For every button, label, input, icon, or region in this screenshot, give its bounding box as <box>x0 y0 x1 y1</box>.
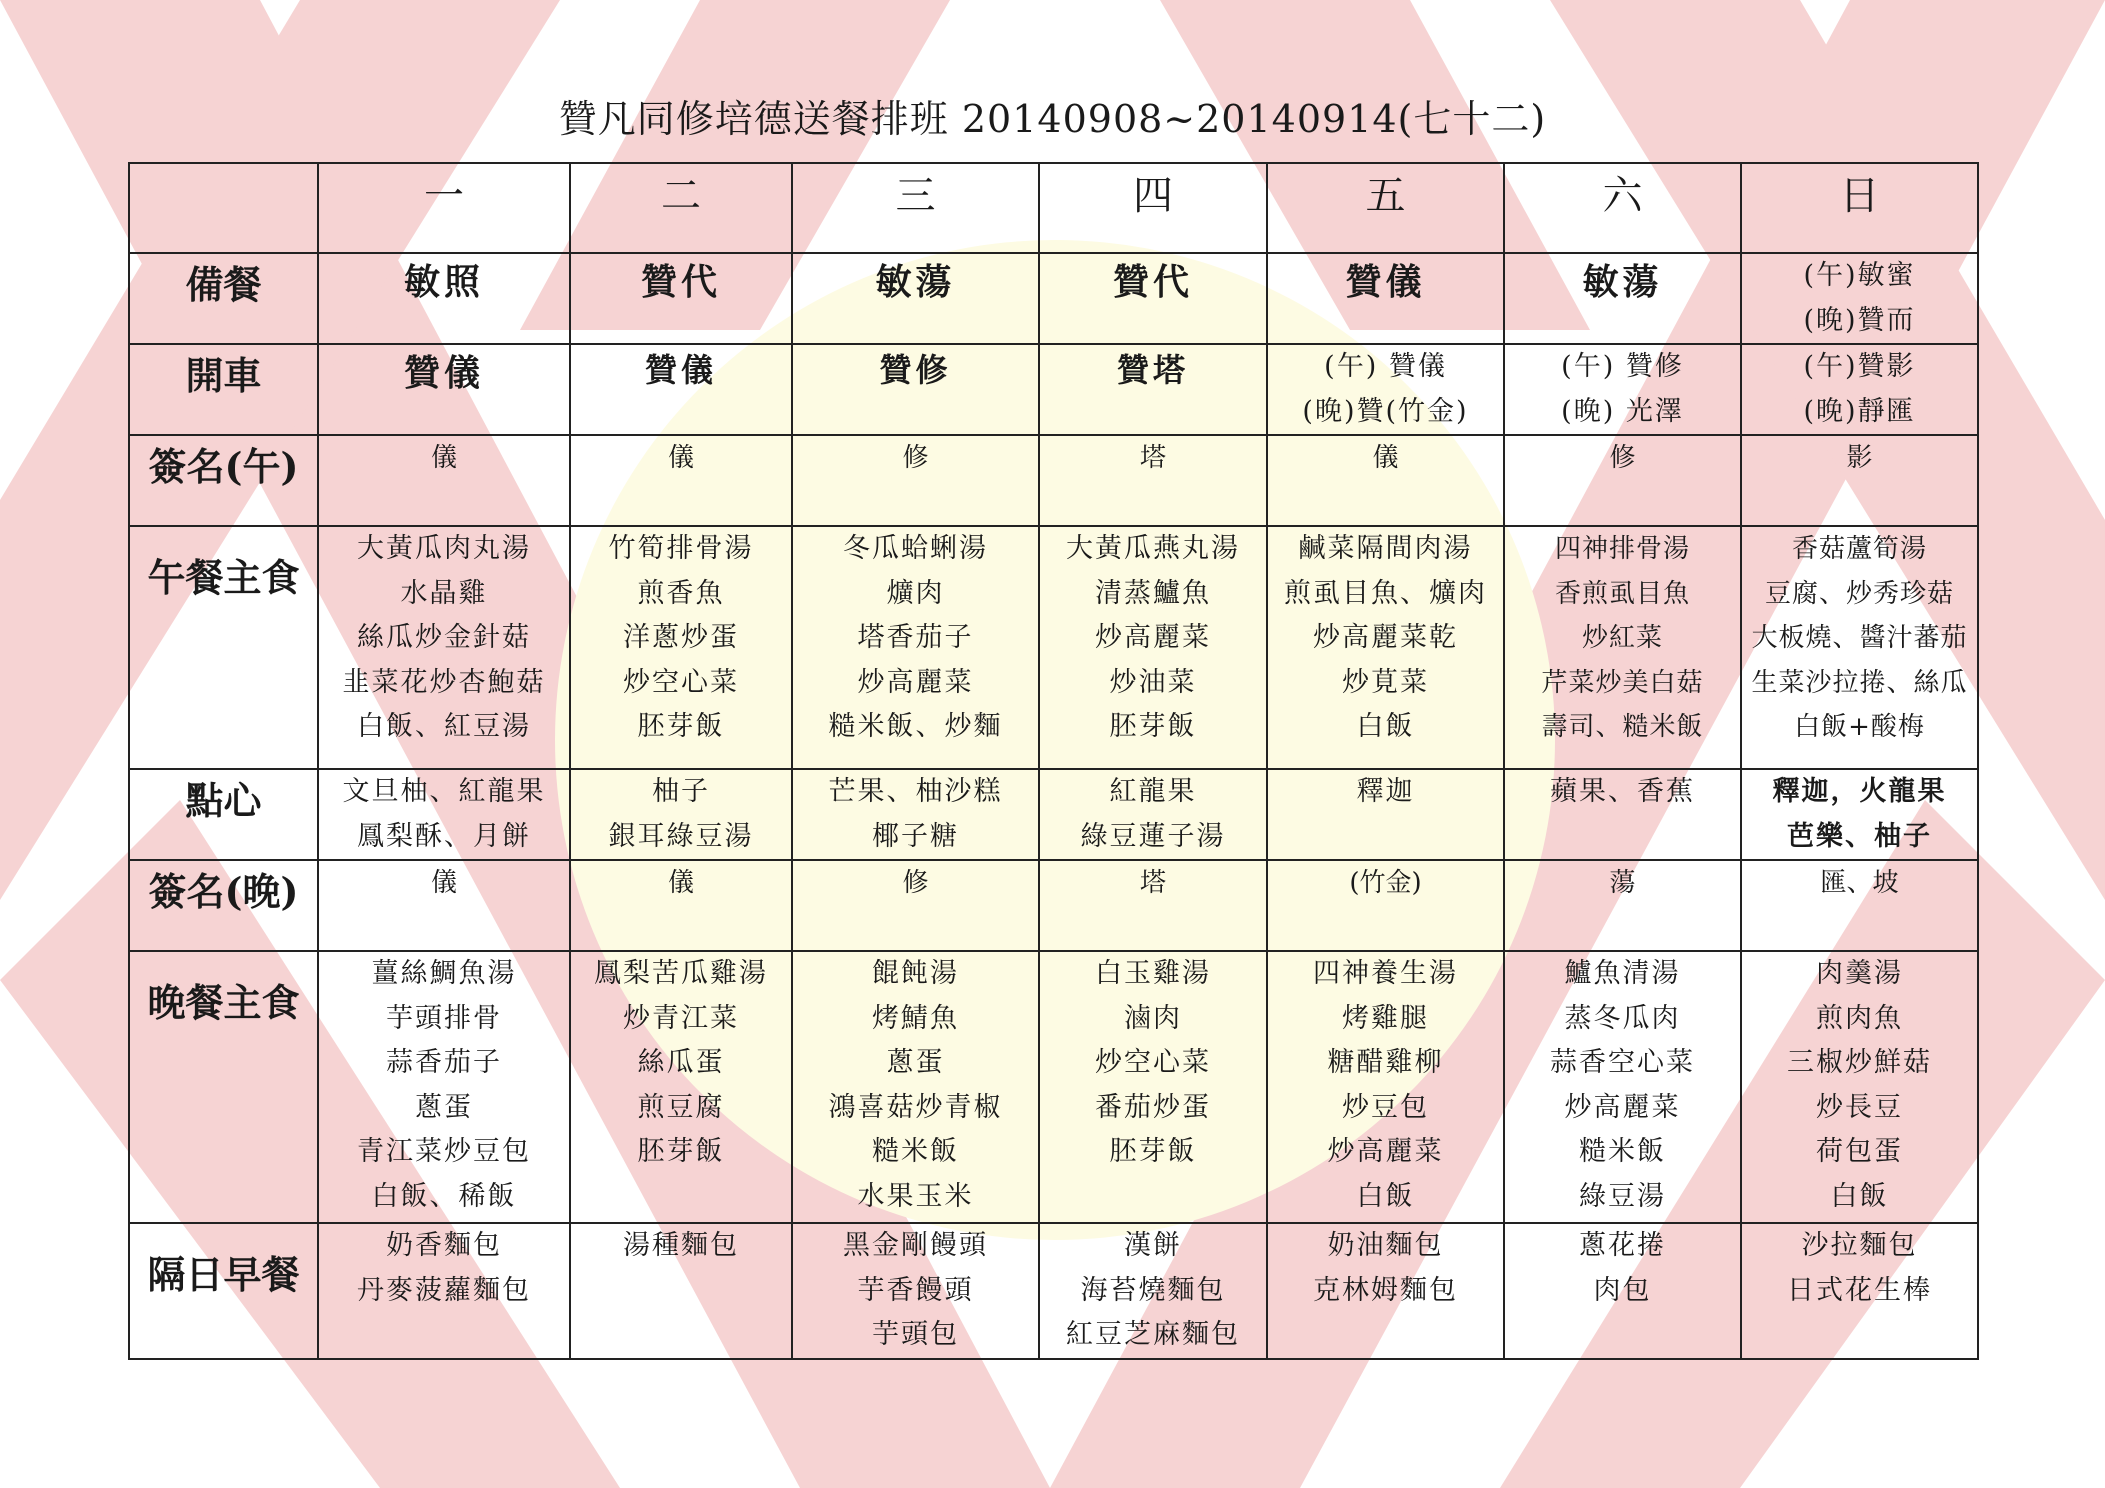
lunch-dish: 韭菜花炒杏鮑菇 <box>342 666 546 698</box>
drive-line: (晚) 光澤 <box>1561 395 1684 427</box>
sign-text: 儀 <box>667 868 694 898</box>
breakfast-item: 漢餅 <box>1124 1230 1182 1261</box>
drive-cell: 贊儀 <box>318 344 570 435</box>
lunch-dish: 塔香茄子 <box>857 622 974 653</box>
dinner-dish: 炒豆包 <box>1342 1091 1429 1123</box>
day-header: 五 <box>1267 163 1504 253</box>
sign-cell <box>570 435 792 526</box>
lunch-dish: 四神排骨湯 <box>1554 534 1690 564</box>
lunch-dish: 白飯+酸梅 <box>1794 712 1925 742</box>
day-header: 六 <box>1504 163 1741 253</box>
dinner-dish: 肉羹湯 <box>1816 958 1903 989</box>
breakfast-item: 丹麥菠蘿麵包 <box>357 1274 531 1306</box>
breakfast-cell <box>1039 1223 1267 1359</box>
lunch-dish: 水晶雞 <box>400 577 488 609</box>
lunch-dish: 白飯、紅豆湯 <box>357 711 531 742</box>
prep-cell: 贊儀 <box>1267 253 1504 344</box>
lunch-dish: 大板燒、醬汁蕃茄 <box>1751 623 1968 653</box>
day-header: 二 <box>570 163 792 253</box>
drive-cell: 贊儀 <box>570 344 792 435</box>
sign-cell <box>792 435 1039 526</box>
breakfast-row <box>129 1223 1978 1359</box>
breakfast-cell <box>1504 1223 1741 1359</box>
sign-cell <box>318 860 570 951</box>
dinner-dish: 綠豆湯 <box>1579 1180 1666 1212</box>
breakfast-item: 湯種麵包 <box>623 1230 739 1261</box>
dinner-dish: 蔥蛋 <box>415 1091 473 1123</box>
breakfast-item: 黑金剛饅頭 <box>843 1230 988 1261</box>
lunch-dish: 炒空心菜 <box>623 666 739 698</box>
dinner-dish: 鱸魚清湯 <box>1564 958 1681 989</box>
lunch-dish: 洋蔥炒蛋 <box>623 622 739 653</box>
sign-text: 塔 <box>1139 443 1166 473</box>
prep-cell: 敏照 <box>318 253 570 344</box>
lunch-dish: 生菜沙拉捲、絲瓜 <box>1751 667 1968 698</box>
dinner-cell <box>318 951 570 1223</box>
dinner-cell <box>1039 951 1267 1223</box>
lunch-dish: 冬瓜蛤蜊湯 <box>843 533 988 564</box>
dinner-dish: 芋頭排骨 <box>386 1002 502 1034</box>
dinner-dish: 烤鯖魚 <box>872 1002 959 1034</box>
lunch-dish: 胚芽飯 <box>637 711 725 742</box>
breakfast-item: 芋香饅頭 <box>857 1274 974 1306</box>
breakfast-cell <box>792 1223 1039 1359</box>
row-label-dinner: 晚餐主食 <box>129 951 318 1223</box>
sign-cell <box>570 860 792 951</box>
lunch-dish: 炒高麗菜 <box>857 666 974 698</box>
day-header: 日 <box>1741 163 1978 253</box>
row-label-lunch: 午餐主食 <box>129 526 318 769</box>
dinner-dish: 白飯、稀飯 <box>371 1180 517 1212</box>
dinner-dish: 炒青江菜 <box>623 1002 739 1034</box>
page-title: 贊凡同修培德送餐排班 20140908~20140914(七十二) <box>558 97 1547 141</box>
lunch-dish: 竹筍排骨湯 <box>608 533 754 564</box>
lunch-cell <box>1741 526 1978 769</box>
sign-cell <box>1741 435 1978 526</box>
snack-cell <box>1039 769 1267 860</box>
row-label-snack: 點心 <box>129 769 318 860</box>
drive-line: (午) 贊修 <box>1561 351 1684 382</box>
lunch-dish: 煎虱目魚、爌肉 <box>1284 577 1487 609</box>
sign-text: 塔 <box>1139 868 1166 898</box>
lunch-dish: 煎香魚 <box>637 577 725 609</box>
snack-item: 柚子 <box>652 776 710 807</box>
sign-text: 修 <box>1609 443 1636 473</box>
day-header: 四 <box>1039 163 1267 253</box>
sign-text: 影 <box>1846 443 1873 473</box>
dinner-dish: 荷包蛋 <box>1816 1136 1903 1167</box>
lunch-dish: 炒高麗菜 <box>1095 622 1211 653</box>
lunch-cell <box>318 526 570 769</box>
breakfast-cell <box>1741 1223 1978 1359</box>
sign-cell <box>1504 860 1741 951</box>
dinner-dish: 煎肉魚 <box>1816 1002 1903 1034</box>
dinner-dish: 蒜香茄子 <box>386 1047 502 1078</box>
breakfast-item: 海苔燒麵包 <box>1080 1274 1226 1306</box>
snack-item: 釋迦 <box>1356 776 1415 807</box>
prep-row <box>129 253 1978 344</box>
sign-cell <box>318 435 570 526</box>
snack-cell <box>570 769 792 860</box>
dinner-dish: 炒空心菜 <box>1095 1047 1211 1078</box>
sign-cell <box>1504 435 1741 526</box>
drive-line: (午) 贊儀 <box>1324 351 1447 382</box>
lunch-dish: 豆腐、炒秀珍菇 <box>1764 578 1954 609</box>
lunch-dish: 胚芽飯 <box>1109 711 1197 742</box>
lunch-dish: 壽司、糙米飯 <box>1541 712 1704 742</box>
lunch-cell <box>792 526 1039 769</box>
dinner-dish: 蔥蛋 <box>886 1047 945 1078</box>
snack-item: 鳳梨酥、月餅 <box>357 820 531 852</box>
sign-text: 修 <box>902 868 929 898</box>
dinner-dish: 青江菜炒豆包 <box>357 1136 531 1167</box>
drive-cell <box>1504 344 1741 435</box>
dinner-dish: 蒸冬瓜肉 <box>1564 1002 1681 1034</box>
lunch-cell <box>570 526 792 769</box>
sign-text: 儀 <box>1372 443 1399 473</box>
dinner-dish: 鴻喜菇炒青椒 <box>828 1091 1003 1123</box>
lunch-dish: 絲瓜炒金針菇 <box>357 622 531 653</box>
sign-cell <box>792 860 1039 951</box>
lunch-dish: 香煎虱目魚 <box>1554 578 1690 609</box>
lunch-row <box>129 526 1978 769</box>
dinner-row <box>129 951 1978 1223</box>
snack-cell <box>318 769 570 860</box>
snack-item: 芭樂、柚子 <box>1787 820 1932 852</box>
dinner-dish: 白飯 <box>1830 1180 1889 1212</box>
breakfast-item: 日式花生棒 <box>1787 1274 1932 1306</box>
drive-line: (晚)靜匯 <box>1803 395 1916 427</box>
dinner-dish: 三椒炒鮮菇 <box>1787 1047 1932 1078</box>
dinner-dish: 水果玉米 <box>857 1180 974 1212</box>
row-label-sign-eve: 簽名(晚) <box>129 860 318 951</box>
sign-cell <box>1741 860 1978 951</box>
snack-item: 紅龍果 <box>1109 776 1197 807</box>
drive-cell: 贊修 <box>792 344 1039 435</box>
drive-row <box>129 344 1978 435</box>
prep-cell <box>1741 253 1978 344</box>
schedule-table <box>128 162 1979 1360</box>
dinner-cell <box>1741 951 1978 1223</box>
prep-cell: 贊代 <box>570 253 792 344</box>
breakfast-cell <box>570 1223 792 1359</box>
drive-cell: 贊塔 <box>1039 344 1267 435</box>
lunch-dish: 大黃瓜燕丸湯 <box>1066 533 1240 564</box>
snack-item: 文旦柚、紅龍果 <box>342 776 546 807</box>
breakfast-item: 沙拉麵包 <box>1801 1230 1918 1261</box>
dinner-dish: 鳳梨苦瓜雞湯 <box>594 958 768 989</box>
dinner-dish: 白飯 <box>1356 1180 1415 1212</box>
sign-cell <box>1039 860 1267 951</box>
snack-item: 蘋果、香蕉 <box>1550 776 1695 807</box>
dinner-dish: 番茄炒蛋 <box>1095 1091 1211 1123</box>
dinner-dish: 烤雞腿 <box>1342 1002 1429 1034</box>
dinner-cell <box>792 951 1039 1223</box>
dinner-cell <box>1504 951 1741 1223</box>
lunch-dish: 大黃瓜肉丸湯 <box>357 533 531 564</box>
lunch-dish: 炒紅菜 <box>1581 623 1663 653</box>
dinner-dish: 薑絲鯛魚湯 <box>371 958 517 989</box>
sign-text: 儀 <box>430 443 457 473</box>
dinner-dish: 四神養生湯 <box>1313 958 1458 989</box>
sign-eve-row <box>129 860 1978 951</box>
snack-row <box>129 769 1978 860</box>
lunch-dish: 白飯 <box>1356 711 1415 742</box>
row-label-breakfast: 隔日早餐 <box>129 1223 318 1359</box>
prep-cell: 敏蕩 <box>792 253 1039 344</box>
snack-item: 銀耳綠豆湯 <box>608 820 754 852</box>
breakfast-cell <box>318 1223 570 1359</box>
snack-item: 釋迦，火龍果 <box>1772 776 1947 807</box>
lunch-dish: 爌肉 <box>886 577 945 609</box>
lunch-dish: 香菇蘆筍湯 <box>1791 534 1927 564</box>
lunch-cell <box>1504 526 1741 769</box>
dinner-dish: 煎豆腐 <box>637 1091 725 1123</box>
sign-text: 匯、坡 <box>1820 868 1899 898</box>
sign-text: 蕩 <box>1609 868 1636 898</box>
breakfast-item: 紅豆芝麻麵包 <box>1066 1319 1240 1350</box>
sign-text: 儀 <box>667 443 694 473</box>
breakfast-item: 奶油麵包 <box>1327 1230 1444 1261</box>
drive-line: (午)贊影 <box>1803 351 1916 382</box>
breakfast-item: 肉包 <box>1593 1274 1652 1306</box>
dinner-dish: 絲瓜蛋 <box>637 1047 725 1078</box>
dinner-dish: 胚芽飯 <box>1109 1136 1197 1167</box>
snack-item: 椰子糖 <box>872 820 959 852</box>
lunch-dish: 糙米飯、炒麵 <box>828 711 1003 742</box>
prep-cell: 敏蕩 <box>1504 253 1741 344</box>
sign-cell <box>1267 435 1504 526</box>
day-header: 一 <box>318 163 570 253</box>
lunch-cell <box>1039 526 1267 769</box>
breakfast-item: 蔥花捲 <box>1579 1230 1666 1261</box>
snack-item: 芒果、柚沙糕 <box>828 776 1003 807</box>
dinner-dish: 糙米飯 <box>1579 1136 1666 1167</box>
snack-cell <box>1741 769 1978 860</box>
dinner-cell <box>1267 951 1504 1223</box>
dinner-dish: 白玉雞湯 <box>1095 958 1211 989</box>
lunch-cell <box>1267 526 1504 769</box>
lunch-dish: 炒高麗菜乾 <box>1313 622 1458 653</box>
sign-cell <box>1039 435 1267 526</box>
prep-line: (午)敏蜜 <box>1803 260 1916 291</box>
dinner-dish: 炒高麗菜 <box>1564 1091 1681 1123</box>
dinner-cell <box>570 951 792 1223</box>
dinner-dish: 糖醋雞柳 <box>1327 1047 1444 1078</box>
day-header: 三 <box>792 163 1039 253</box>
row-label-prep: 備餐 <box>129 253 318 344</box>
lunch-dish: 鹹菜隔間肉湯 <box>1298 533 1473 564</box>
breakfast-item: 克林姆麵包 <box>1313 1274 1458 1306</box>
sign-text: 修 <box>902 443 929 473</box>
lunch-dish: 清蒸鱸魚 <box>1095 577 1211 609</box>
lunch-dish: 炒莧菜 <box>1342 666 1429 698</box>
sign-cell <box>1267 860 1504 951</box>
lunch-dish: 炒油菜 <box>1109 666 1197 698</box>
snack-cell <box>1504 769 1741 860</box>
dinner-dish: 蒜香空心菜 <box>1550 1047 1695 1078</box>
prep-cell: 贊代 <box>1039 253 1267 344</box>
row-label-drive: 開車 <box>129 344 318 435</box>
breakfast-item: 芋頭包 <box>872 1319 959 1350</box>
sign-text: (竹金) <box>1349 868 1422 898</box>
snack-cell <box>1267 769 1504 860</box>
dinner-dish: 胚芽飯 <box>637 1136 725 1167</box>
snack-cell <box>792 769 1039 860</box>
day-header-row <box>129 163 1978 253</box>
dinner-dish: 滷肉 <box>1124 1002 1182 1034</box>
drive-line: (晚)贊(竹金) <box>1302 395 1469 427</box>
prep-line: (晚)贊而 <box>1803 304 1916 336</box>
dinner-dish: 糙米飯 <box>872 1136 959 1167</box>
sign-noon-row <box>129 435 1978 526</box>
corner-cell <box>129 163 318 253</box>
dinner-dish: 炒高麗菜 <box>1327 1136 1444 1167</box>
snack-item: 綠豆蓮子湯 <box>1080 820 1226 852</box>
sign-text: 儀 <box>430 868 457 898</box>
drive-cell <box>1267 344 1504 435</box>
lunch-dish: 芹菜炒美白菇 <box>1541 667 1704 698</box>
dinner-dish: 餛飩湯 <box>872 958 959 989</box>
drive-cell <box>1741 344 1978 435</box>
dinner-dish: 炒長豆 <box>1816 1091 1903 1123</box>
breakfast-item: 奶香麵包 <box>386 1230 502 1261</box>
row-label-sign-noon: 簽名(午) <box>129 435 318 526</box>
breakfast-cell <box>1267 1223 1504 1359</box>
